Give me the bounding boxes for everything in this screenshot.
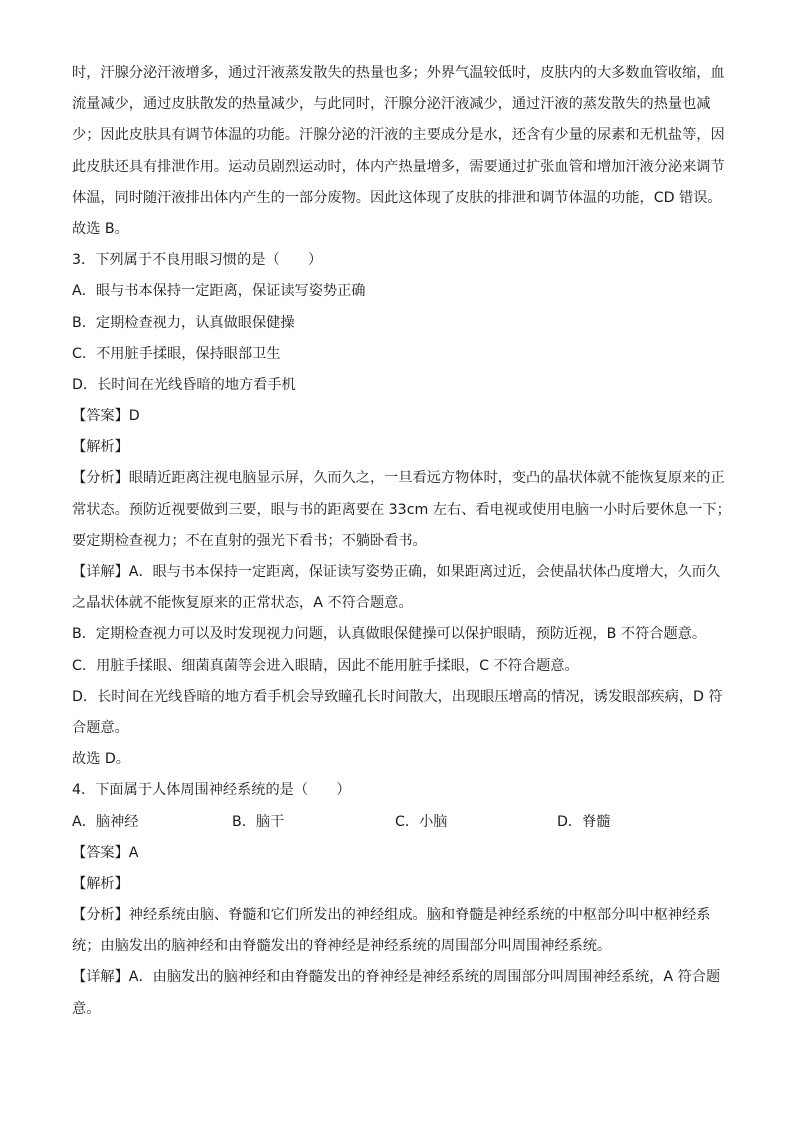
option-c: C．不用脏手揉眼，保持眼部卫生 bbox=[72, 345, 281, 362]
option-c: C．小脑 bbox=[395, 813, 448, 830]
text-line: 体温，同时随汗液排出体内产生的一部分废物。因此这体现了皮肤的排泄和调节体温的功能，CD 错误。 bbox=[72, 189, 722, 206]
option-a: A．眼与书本保持一定距离，保证读写姿势正确 bbox=[72, 283, 366, 300]
document-page bbox=[72, 58, 731, 1025]
text-line: 流量减少，通过皮肤散发的热量减少，与此同时，汗腺分泌汗液减少，通过汗液的蒸发散失的热量也减 bbox=[72, 96, 711, 113]
question-3 bbox=[72, 245, 731, 775]
answer-line: 【答案】D bbox=[72, 408, 140, 425]
conclusion-line: 故选 B。 bbox=[72, 220, 129, 237]
text-line: 【分析】神经系统由脑、脊髓和它们所发出的神经组成。脑和脊髓是神经系统的中枢部分叫中枢神经系 bbox=[72, 907, 711, 924]
option-b: B．定期检查视力，认真做眼保健操 bbox=[72, 314, 295, 331]
text-line: 常状态。预防近视要做到三要，眼与书的距离要在 33cm 左右、看电视或使用电脑一小时后要休息一下； bbox=[72, 501, 731, 518]
previous-explanation bbox=[72, 58, 725, 245]
text-line: 【详解】A．眼与书本保持一定距离，保证读写姿势正确，如果距离过近，会使晶状体凸度增大，久而久 bbox=[72, 564, 721, 580]
question-stem: 3．下列属于不良用眼习惯的是（ ） bbox=[72, 252, 323, 269]
option-b: B．脑干 bbox=[232, 813, 285, 830]
text-line: 要定期检查视力；不在直射的强光下看书；不躺卧看书。 bbox=[72, 532, 427, 549]
answer-line: 【答案】A bbox=[72, 844, 139, 861]
conclusion-line: 故选 D。 bbox=[72, 751, 130, 768]
analysis-label: 【解析】 bbox=[72, 439, 129, 456]
text-line: D．长时间在光线昏暗的地方看手机会导致瞳孔长时间散大，出现眼压增高的情况，诱发眼部疾病，D 符 bbox=[72, 688, 723, 705]
text-line: B．定期检查视力可以及时发现视力问题，认真做眼保健操可以保护眼睛，预防近视，B 不符合题意。 bbox=[72, 626, 707, 643]
text-line: 合题意。 bbox=[72, 719, 129, 736]
question-4 bbox=[72, 775, 722, 1025]
question-stem: 4．下面属于人体周围神经系统的是（ ） bbox=[72, 782, 351, 799]
text-line: 之晶状体就不能恢复原来的正常状态，A 不符合题意。 bbox=[72, 595, 413, 612]
option-d: D．脊髓 bbox=[557, 813, 611, 830]
analysis-label: 【解析】 bbox=[72, 875, 129, 892]
text-line: 少；因此皮肤具有调节体温的功能。汗腺分泌的汗液的主要成分是水，还含有少量的尿素和无机盐等，因 bbox=[72, 127, 725, 144]
text-line: C．用脏手揉眼、细菌真菌等会进入眼睛，因此不能用脏手揉眼，C 不符合题意。 bbox=[72, 657, 579, 674]
text-line: 意。 bbox=[72, 1000, 101, 1017]
text-line: 统；由脑发出的脑神经和由脊髓发出的脊神经是神经系统的周围部分叫周围神经系统。 bbox=[72, 938, 612, 955]
text-line: 【分析】眼睛近距离注视电脑显示屏，久而久之，一旦看远方物体时，变凸的晶状体就不能恢复原来的正 bbox=[72, 470, 725, 487]
text-line: 【详解】A．由脑发出的脑神经和由脊髓发出的脊神经是神经系统的周围部分叫周围神经系统，A 符合题 bbox=[72, 969, 721, 986]
option-a: A．脑神经 bbox=[72, 813, 139, 830]
text-line: 此皮肤还具有排泄作用。运动员剧烈运动时，体内产热量增多，需要通过扩张血管和增加汗液分泌来调节 bbox=[72, 158, 725, 175]
text-line: 时，汗腺分泌汗液增多，通过汗液蒸发散失的热量也多；外界气温较低时，皮肤内的大多数血管收缩，血 bbox=[72, 65, 725, 81]
option-d: D．长时间在光线昏暗的地方看手机 bbox=[72, 376, 296, 393]
options-row bbox=[72, 807, 722, 838]
